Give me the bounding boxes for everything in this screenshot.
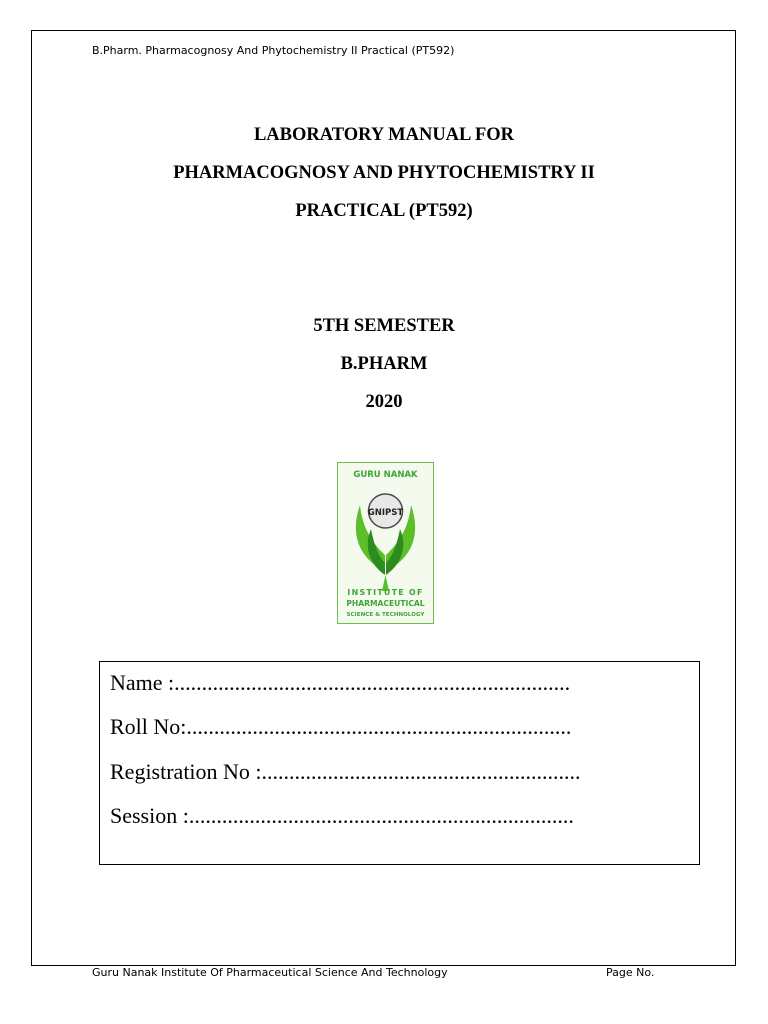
semester: 5TH SEMESTER [313,316,455,336]
footer-institute: Guru Nanak Institute Of Pharmaceutical Science And Technology [92,966,448,979]
running-header: B.Pharm. Pharmacognosy And Phytochemistry II Practical (PT592) [92,44,455,57]
registration-no-field[interactable]: Registration No :.......................................................... [110,759,581,784]
institute-logo [337,462,434,624]
svg-text:SCIENCE & TECHNOLOGY: SCIENCE & TECHNOLOGY [346,612,425,618]
manual-title-line-2: PHARMACOGNOSY AND PHYTOCHEMISTRY II [173,163,595,183]
roll-no-field[interactable]: Roll No:...................................................................... [110,714,572,739]
footer-page-number: Page No. [606,966,655,979]
svg-text:INSTITUTE OF: INSTITUTE OF [347,588,424,597]
manual-title-line-3: PRACTICAL (PT592) [295,201,473,221]
manual-title-line-1: LABORATORY MANUAL FOR [253,125,515,145]
session-field[interactable]: Session :...................................................................... [110,803,574,828]
program: B.PHARM [340,354,428,374]
svg-text:GNIPST: GNIPST [367,508,404,518]
name-field[interactable]: Name :........................................................................ [110,670,571,695]
svg-text:GURU NANAK: GURU NANAK [353,470,418,480]
svg-text:PHARMACEUTICAL: PHARMACEUTICAL [346,599,425,608]
year: 2020 [365,392,403,412]
